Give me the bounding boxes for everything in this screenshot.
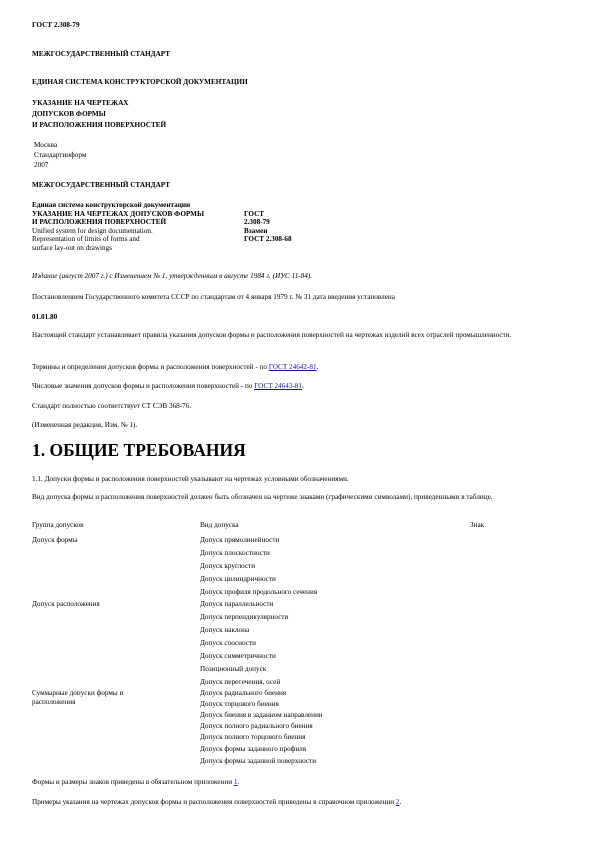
scope-text: Настоящий стандарт устанавливает правила указания допусков формы и расположения поверхностей на чертежах изделий всех отраслей промышленности. [32, 331, 512, 339]
tolerance-type: Допуск наклона [200, 626, 250, 634]
tolerance-type: Допуск полного радиального биения [200, 722, 313, 730]
tolerance-type: Допуск биения в заданном направлении [200, 711, 323, 719]
table-row [32, 536, 572, 548]
english-title-line: surface lay-out on drawings [32, 243, 113, 252]
replaced-gost: ГОСТ 2.308-68 [244, 235, 292, 244]
title-line: И РАСПОЛОЖЕНИЯ ПОВЕРХНОСТЕЙ [32, 218, 167, 227]
document-code: ГОСТ 2.308-79 [32, 21, 80, 29]
gost-number: 2.308-79 [244, 218, 270, 227]
tolerance-type: Допуск формы заданной поверхности [200, 757, 317, 765]
decree-text: Постановлением Государственного комитета СССР по стандартам от 4 января 1979 г. № 31 дата введения установлена [32, 293, 395, 301]
main-title [32, 98, 166, 131]
tolerance-type: Допуск прямолинейности [200, 536, 280, 544]
table-row [32, 613, 572, 625]
tolerance-type: Допуск профиля продольного сечения [200, 588, 318, 596]
main-title-line: УКАЗАНИЕ НА ЧЕРТЕЖАХ [32, 99, 129, 107]
esk-line: Единая система конструкторской документации [32, 201, 191, 209]
tolerance-type: Допуск плоскостности [200, 549, 270, 557]
tolerance-type: Допуск параллельности [200, 600, 274, 608]
main-title-line: И РАСПОЛОЖЕНИЯ ПОВЕРХНОСТЕЙ [32, 121, 167, 129]
header-block-right [244, 201, 292, 244]
tolerance-type: Допуск цилиндричности [200, 575, 276, 583]
tolerance-type: Позиционный допуск [200, 665, 267, 673]
publisher-name: Стандартинформ [34, 151, 87, 159]
interstate-standard-label: МЕЖГОСУДАРСТВЕННЫЙ СТАНДАРТ [32, 50, 171, 58]
tolerance-type: Допуск формы заданного профиля [200, 745, 307, 753]
table-row [32, 745, 572, 757]
esk-title: ЕДИНАЯ СИСТЕМА КОНСТРУКТОРСКОЙ ДОКУМЕНТАЦИИ [32, 78, 248, 86]
header-symbol: Знак [470, 521, 485, 529]
tolerance-type: Допуск соосности [200, 639, 256, 647]
tolerance-type: Допуск полного торцового биения [200, 733, 306, 741]
gost-24642-link[interactable]: ГОСТ 24642-81 [268, 363, 317, 371]
title-line: УКАЗАНИЕ НА ЧЕРТЕЖАХ ДОПУСКОВ ФОРМЫ [32, 209, 205, 218]
table-header-row [32, 521, 572, 533]
period: . [316, 363, 319, 371]
compliance-text: Стандарт полностью соответствует СТ СЭВ 368-76. [32, 402, 192, 410]
table-row [32, 562, 572, 574]
table-row [32, 757, 572, 769]
header-block-left [32, 201, 204, 253]
group-total: Суммарные допуски формы и расположения [32, 689, 124, 706]
publisher-city: Москва [34, 141, 58, 149]
clause-1-1: 1.1. Допуски формы и расположения поверхностей указывают на чертежах условными обозначениями. [32, 475, 349, 483]
tolerance-type: Допуск торцового биения [200, 700, 279, 708]
table-row [32, 733, 572, 745]
english-title-line: Representation of limits of forms and [32, 235, 140, 244]
appendix-2-link[interactable]: 2 [395, 798, 400, 806]
appendix-1-paragraph [32, 778, 239, 787]
english-title-line: Unified system for design documentation. [32, 226, 153, 235]
group-location: Допуск расположения [32, 600, 100, 608]
table-row [32, 549, 572, 561]
table-row [32, 575, 572, 587]
tolerance-type: Допуск круглости [200, 562, 256, 570]
replaces-label: Взамен [244, 226, 268, 235]
period: . [302, 382, 304, 390]
table-row [32, 626, 572, 638]
table-row [32, 588, 572, 600]
table-row [32, 665, 572, 677]
section-heading: 1. ОБЩИЕ ТРЕБОВАНИЯ [32, 440, 246, 460]
table-row [32, 639, 572, 651]
clause-type-text: Вид допуска формы и расположения поверхностей должен быть обозначен на чертеже знаками (графическими символами), приведенными в таблице. [32, 493, 493, 501]
numeric-paragraph [32, 382, 304, 391]
terms-paragraph [32, 363, 318, 372]
group-form: Допуск формы [32, 536, 78, 544]
tolerance-type: Допуск перпендикулярности [200, 613, 289, 621]
publisher-year: 2007 [34, 161, 49, 169]
introduction-date: 01.01.80 [32, 313, 58, 321]
appendix-2-text: Примеры указания на чертежах допусков формы и расположения поверхностей приведены в справочном приложении [32, 798, 396, 806]
gost-24643-link[interactable]: ГОСТ 24643-81 [254, 382, 302, 390]
publisher-block [34, 140, 86, 170]
revision-note: (Измененная редакция, Изм. № 1). [32, 421, 138, 429]
appendix-1-link[interactable]: 1 [233, 778, 238, 786]
period: . [399, 798, 402, 806]
spacer-line [244, 201, 292, 210]
header-type: Вид допуска [200, 521, 239, 529]
table-row [32, 652, 572, 664]
numeric-text: Числовые значения допусков формы и расположения поверхностей - по [32, 382, 255, 390]
tolerance-type: Допуск радиального биения [200, 689, 287, 697]
gost-label: ГОСТ [244, 209, 265, 218]
appendix-1-text: Формы и размеры знаков приведены в обязательном приложении [32, 778, 234, 786]
period: . [237, 778, 240, 786]
tolerance-type: Допуск пересечения, осей [200, 678, 281, 686]
main-title-line: ДОПУСКОВ ФОРМЫ [32, 110, 106, 118]
table-row [32, 600, 572, 612]
interstate-standard-label-2: МЕЖГОСУДАРСТВЕННЫЙ СТАНДАРТ [32, 181, 171, 189]
edition-note: Издание (август 2007 г.) с Изменением № 1, утвержденным в августе 1984 г. (ИУС 11-84). [32, 272, 313, 280]
appendix-2-paragraph [32, 798, 401, 807]
tolerance-type: Допуск симметричности [200, 652, 276, 660]
header-group: Группа допусков [32, 521, 84, 529]
terms-text: Термины и определения допусков формы и расположения поверхностей - по [32, 363, 269, 371]
